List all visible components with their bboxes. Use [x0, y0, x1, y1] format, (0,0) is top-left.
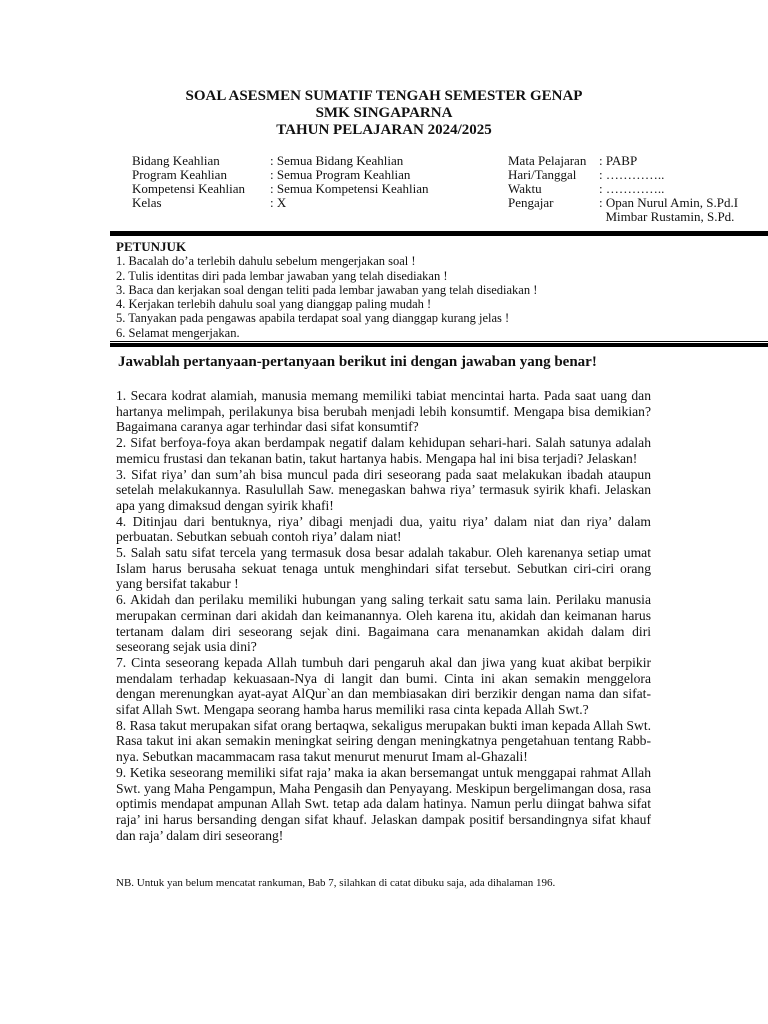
label-hari-tanggal: Hari/Tanggal	[508, 167, 577, 182]
question-item: 8. Rasa takut merupakan sifat orang bertaqwa, sekaligus merupakan bukti iman kepada Allah Swt. Rasa takut ini akan semakin meningkat seiring dengan meningkatnya pengetahuan tentang Rabb-nya. Sebutkan macammacam rasa takut menurut menurut Imam al-Ghazali!	[116, 717, 651, 765]
divider-mid-thin	[110, 341, 768, 342]
value-bidang-keahlian: : Semua Bidang Keahlian	[270, 153, 404, 168]
value-mata-pelajaran: : PABP	[599, 153, 638, 168]
question-item: 7. Cinta seseorang kepada Allah tumbuh dari pengaruh akal dan jiwa yang kuat akibat berpikir mendalam terhadap kekuasaan-Nya di langit dan bumi. Cinta ini akan semakin menggelora dengan merenungkan ayat-ayat AlQur`an dan membiasakan diri berzikir dengan nama dan sifat-sifat Allah Swt. Mengapa seorang hamba harus memiliki rasa cinta kepada Allah Swt.?	[116, 654, 651, 718]
value-pengajar-1: : Opan Nurul Amin, S.Pd.I	[599, 195, 739, 210]
info-right-values	[599, 154, 738, 224]
petunjuk-item: 5. Tanyakan pada pengawas apabila terdapat soal yang dianggap kurang jelas !	[116, 311, 510, 326]
question-item: 3. Sifat riya’ dan sum’ah bisa muncul pada diri seseorang pada saat melakukan ibadah ataupun setelah melakukannya. Rasulullah Saw. menegaskan bahwa riya’ termasuk syirik khafi. Jelaskan apa yang dimaksud dengan syirik khafi!	[116, 466, 651, 513]
petunjuk-item: 1. Bacalah do’a terlebih dahulu sebelum mengerjakan soal !	[116, 254, 416, 269]
petunjuk-item: 4. Kerjakan terlebih dahulu soal yang dianggap paling mudah !	[116, 297, 432, 312]
petunjuk-item: 6. Selamat mengerjakan.	[116, 325, 240, 340]
footnote: NB. Untuk yan belum mencatat rankuman, Bab 7, silahkan di catat dibuku saja, ada dihalaman 196.	[116, 877, 556, 889]
value-pengajar-2: Mimbar Rustamin, S.Pd.	[599, 209, 735, 224]
question-item: 5. Salah satu sifat tercela yang termasuk dosa besar adalah takabur. Oleh karenanya setiap umat Islam harus berusaha sekuat tenaga untuk menghindari sifat tersebut. Sebutkan ciri-ciri orang yang bersifat takabur !	[116, 545, 651, 592]
label-mata-pelajaran: Mata Pelajaran	[508, 153, 587, 168]
petunjuk-heading: PETUNJUK	[116, 239, 187, 254]
instruction-heading: Jawablah pertanyaan-pertanyaan berikut ini dengan jawaban yang benar!	[118, 354, 597, 370]
question-item: 4. Ditinjau dari bentuknya, riya’ dibagi menjadi dua, yaitu riya’ dalam niat dan riya’ dalam perbuatan. Sebutkan sebuah contoh riya’ dalam niat!	[116, 513, 651, 545]
value-hari-tanggal: : …………..	[599, 167, 665, 182]
value-waktu: : …………..	[599, 181, 665, 196]
divider-top	[110, 231, 768, 236]
value-kelas: : X	[270, 195, 287, 210]
label-kelas: Kelas	[132, 195, 162, 210]
title-line-1: SOAL ASESMEN SUMATIF TENGAH SEMESTER GENAP	[185, 88, 583, 104]
title-line-2: SMK SINGAPARNA	[315, 105, 453, 121]
label-waktu: Waktu	[508, 181, 542, 196]
info-right-labels	[508, 154, 586, 210]
petunjuk-item: 3. Baca dan kerjakan soal dengan teliti pada lembar jawaban yang telah disediakan !	[116, 282, 538, 297]
info-left-values	[270, 154, 429, 210]
petunjuk-section	[116, 240, 537, 340]
label-kompetensi-keahlian: Kompetensi Keahlian	[132, 181, 245, 196]
question-item: 9. Ketika seseorang memiliki sifat raja’ maka ia akan bersemangat untuk menggapai rahmat Allah Swt. yang Maha Pengampun, Maha Pengasih dan Penyayang. Meskipun bergelimangan dosa, rasa optimis mendapat ampunan Allah Swt. tetap ada dalam hatinya. Namun perlu diingat bahwa sifat raja’ ini harus bersanding dengan sifat khauf. Jelaskan dampak positif bersandingnya sifat khauf dan raja’ dalam diri seseorang!	[116, 764, 651, 843]
value-kompetensi-keahlian: : Semua Kompetensi Keahlian	[270, 181, 429, 196]
value-program-keahlian: : Semua Program Keahlian	[270, 167, 411, 182]
divider-mid	[110, 343, 768, 347]
label-pengajar: Pengajar	[508, 195, 554, 210]
title-line-3: TAHUN PELAJARAN 2024/2025	[276, 122, 492, 138]
label-program-keahlian: Program Keahlian	[132, 167, 227, 182]
question-item: 2. Sifat berfoya-foya akan berdampak negatif dalam kehidupan sehari-hari. Salah satunya adalah memicu frustasi dan tekanan batin, takut hartanya habis. Mengapa hal ini bisa terjadi? Jelaskan!	[116, 435, 651, 466]
petunjuk-item: 2. Tulis identitas diri pada lembar jawaban yang telah disediakan !	[116, 268, 448, 283]
question-list	[116, 388, 651, 843]
question-item: 1. Secara kodrat alamiah, manusia memang memiliki tabiat mencintai harta. Pada saat uang dan hartanya melimpah, perilakunya bisa berubah menjadi lebih konsumtif. Mengapa bisa demikian? Bagaimana caranya agar terhindar dasi sifat konsumtif?	[116, 388, 651, 435]
question-item: 6. Akidah dan perilaku memiliki hubungan yang saling terkait satu sama lain. Perilaku manusia merupakan cerminan dari akidah dan keimanannya. Oleh karena itu, akidah dan keimanan harus tertanam dalam diri seseorang sejak dini. Bagaimana cara menanamkan akidah dalam diri seseorang sejak usia dini?	[116, 592, 651, 655]
label-bidang-keahlian: Bidang Keahlian	[132, 153, 220, 168]
document-title	[0, 88, 768, 139]
info-left-labels	[132, 154, 245, 210]
